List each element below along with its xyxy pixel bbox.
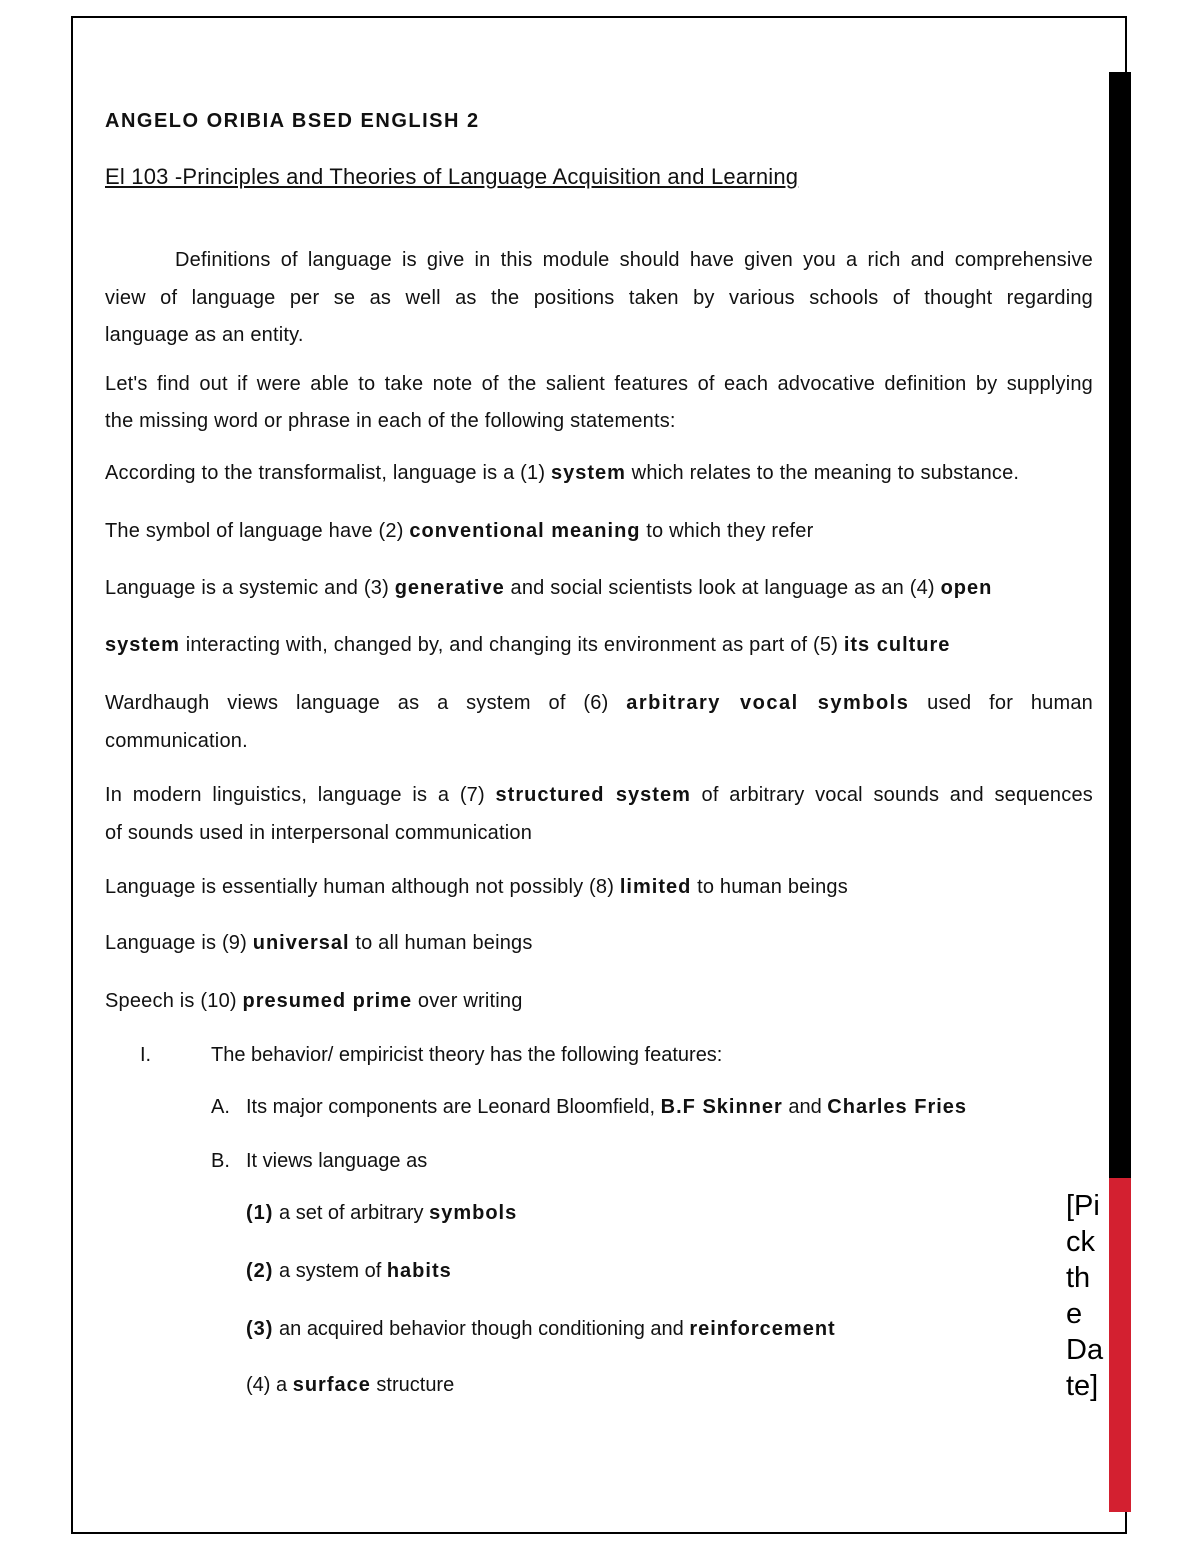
statement-text: Language is essentially human although not possibly (8) bbox=[105, 876, 620, 898]
statement-5-line2: communication. bbox=[105, 730, 248, 752]
statement-text: used for human bbox=[909, 692, 1093, 714]
intro-p1-line1: Definitions of language is give in this module should have given you a rich and comprehensive bbox=[175, 249, 1093, 271]
outline-subitem-2 bbox=[246, 1260, 452, 1283]
statement-7 bbox=[105, 876, 848, 899]
statement-text: over writing bbox=[412, 990, 523, 1012]
intro-p2-line1: Let's find out if were able to take note of the salient features of each advocative definition by supplying bbox=[105, 373, 1093, 395]
item-number: (3) bbox=[246, 1318, 274, 1340]
statement-text: The symbol of language have (2) bbox=[105, 520, 410, 542]
statement-text: Language is a systemic and (3) bbox=[105, 577, 395, 599]
outline-subitem-1 bbox=[246, 1202, 517, 1225]
statement-text: to human beings bbox=[691, 876, 848, 898]
date-picker-placeholder[interactable]: [Pick the Date] bbox=[1066, 1190, 1104, 1402]
sidebar-bar-dark bbox=[1109, 72, 1131, 1178]
answer: structured system bbox=[495, 784, 691, 806]
author-line: ANGELO ORIBIA BSED ENGLISH 2 bbox=[105, 110, 480, 132]
item-text: Its major components are Leonard Bloomfield, bbox=[246, 1096, 661, 1118]
intro-p1-line3: language as an entity. bbox=[105, 324, 304, 346]
outline-subitem-3 bbox=[246, 1318, 836, 1341]
outline-item-i: The behavior/ empiricist theory has the following features: bbox=[211, 1044, 723, 1066]
statement-4 bbox=[105, 634, 950, 657]
answer: system bbox=[105, 634, 180, 656]
statement-9 bbox=[105, 990, 523, 1013]
answer: arbitrary vocal symbols bbox=[626, 692, 910, 714]
answer: B.F Skinner bbox=[660, 1096, 783, 1118]
intro-p2-line2: the missing word or phrase in each of the following statements: bbox=[105, 410, 676, 432]
statement-1 bbox=[105, 462, 1019, 485]
item-text: a bbox=[270, 1374, 293, 1396]
outline-subitem-4 bbox=[246, 1374, 454, 1397]
statement-text: to which they refer bbox=[640, 520, 814, 542]
intro-p1-line2: view of language per se as well as the positions taken by various schools of thought regarding bbox=[105, 287, 1093, 309]
course-title: El 103 -Principles and Theories of Language Acquisition and Learning bbox=[105, 164, 799, 189]
answer: symbols bbox=[429, 1202, 518, 1224]
outline-item-b: It views language as bbox=[246, 1150, 428, 1172]
answer: limited bbox=[619, 876, 692, 898]
item-number: (1) bbox=[246, 1202, 274, 1224]
item-number: (4) bbox=[246, 1374, 271, 1396]
outline-marker-i: I. bbox=[140, 1044, 152, 1066]
item-number: (2) bbox=[246, 1260, 274, 1282]
outline-item-a bbox=[246, 1096, 967, 1119]
answer: presumed prime bbox=[242, 990, 413, 1012]
statement-text: Language is (9) bbox=[105, 932, 253, 954]
outline-marker-b: B. bbox=[211, 1150, 230, 1172]
statement-text: and social scientists look at language as an (4) bbox=[504, 577, 941, 599]
statement-text: In modern linguistics, language is a (7) bbox=[105, 784, 496, 806]
answer: its culture bbox=[843, 634, 951, 656]
answer: surface bbox=[292, 1374, 371, 1396]
answer: open bbox=[940, 577, 993, 599]
answer: generative bbox=[394, 577, 505, 599]
statement-5 bbox=[105, 692, 1093, 715]
sidebar-bar-accent bbox=[1109, 1178, 1131, 1512]
answer: habits bbox=[386, 1260, 452, 1282]
answer: conventional meaning bbox=[409, 520, 641, 542]
page-border bbox=[71, 16, 1127, 1534]
statement-text: Wardhaugh views language as a system of (6) bbox=[105, 692, 627, 714]
answer: system bbox=[550, 462, 626, 484]
item-text: structure bbox=[370, 1374, 455, 1396]
item-text: and bbox=[782, 1096, 828, 1118]
item-text: a system of bbox=[273, 1260, 387, 1282]
statement-3 bbox=[105, 577, 992, 600]
statement-text: of arbitrary vocal sounds and sequences bbox=[690, 784, 1093, 806]
outline-marker-a: A. bbox=[211, 1096, 230, 1118]
statement-6-line2: of sounds used in interpersonal communication bbox=[105, 822, 533, 844]
statement-text: which relates to the meaning to substance. bbox=[625, 462, 1020, 484]
statement-6 bbox=[105, 784, 1093, 807]
statement-8 bbox=[105, 932, 533, 955]
statement-text: interacting with, changed by, and changing its environment as part of (5) bbox=[179, 634, 844, 656]
statement-text: Speech is (10) bbox=[105, 990, 243, 1012]
item-text: an acquired behavior though conditioning and bbox=[273, 1318, 690, 1340]
statement-text: According to the transformalist, language is a (1) bbox=[105, 462, 551, 484]
statement-text: to all human beings bbox=[349, 932, 533, 954]
answer: Charles Fries bbox=[827, 1096, 968, 1118]
answer: reinforcement bbox=[689, 1318, 836, 1340]
answer: universal bbox=[252, 932, 350, 954]
item-text: a set of arbitrary bbox=[273, 1202, 430, 1224]
statement-2 bbox=[105, 520, 813, 543]
